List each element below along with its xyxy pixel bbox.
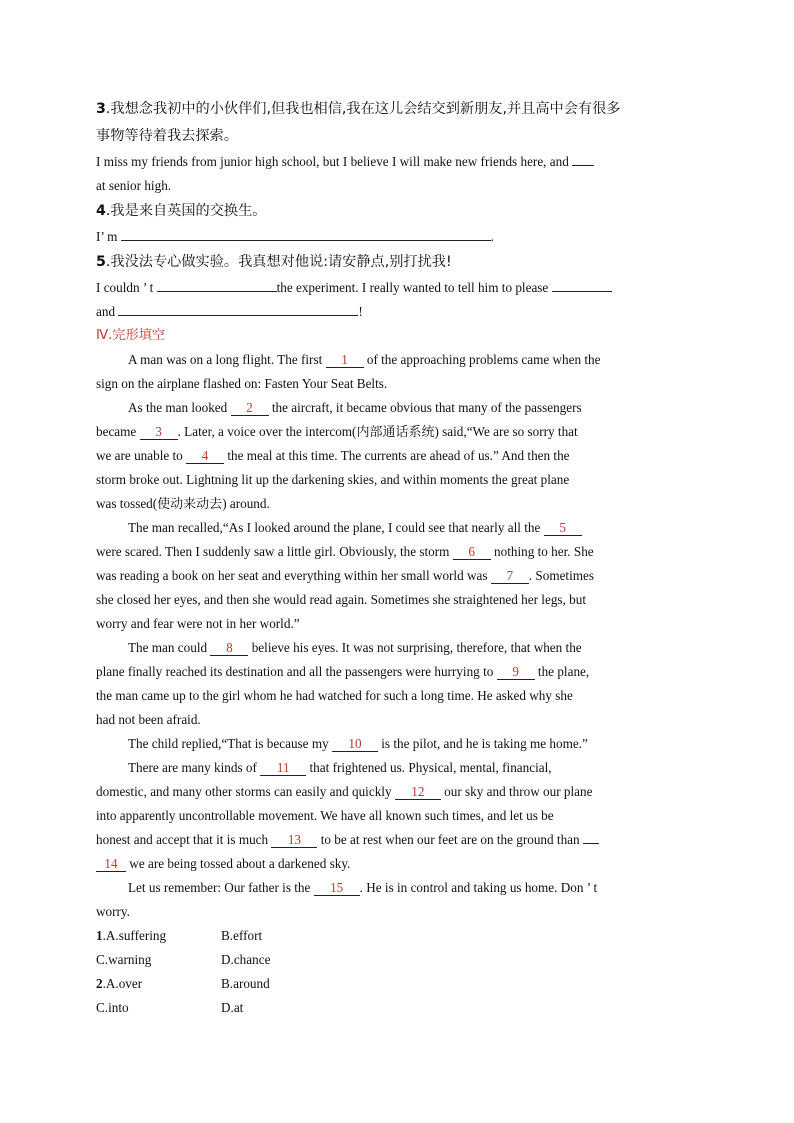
passage-line: There are many kinds of 11 that frightened us. Physical, mental, financial,: [128, 760, 552, 775]
passage-line: The man could 8 believe his eyes. It was not surprising, therefore, that when the: [128, 640, 582, 655]
option-b[interactable]: B.around: [221, 976, 270, 991]
blank-number: 10: [332, 736, 378, 752]
blank-number: 5: [544, 520, 582, 536]
q5-english-line1: I couldn ’ t the experiment. I really wanted to tell him to please: [96, 276, 698, 300]
answer-blank[interactable]: [572, 150, 594, 166]
q3-chinese-line2: 事物等待着我去探索。: [96, 128, 238, 144]
option-row: [96, 996, 698, 1020]
document-page: [96, 96, 698, 1020]
blank-number: 11: [260, 760, 306, 776]
passage-line: worry.: [96, 904, 130, 919]
passage-line: was tossed(使动来动去) around.: [96, 496, 270, 512]
q3-chinese-line1: 3.我想念我初中的小伙伴们,但我也相信,我在这儿会结交到新朋友,并且高中会有很多: [96, 101, 621, 117]
passage-line: became 3 . Later, a voice over the intercom(内部通话系统) said,“We are so sorry that: [96, 424, 578, 440]
blank-number: 7: [491, 568, 529, 584]
answer-blank[interactable]: [157, 276, 277, 292]
passage-line: had not been afraid.: [96, 712, 201, 727]
passage-line: Let us remember: Our father is the 15 . He is in control and taking us home. Don ’ t: [128, 880, 598, 895]
q5-english-line2: and !: [96, 300, 698, 324]
passage-line: 14 we are being tossed about a darkened sky.: [96, 852, 698, 876]
passage-line: worry and fear were not in her world.”: [96, 616, 300, 631]
passage-line: were scared. Then I suddenly saw a little girl. Obviously, the storm 6 nothing to her. She: [96, 544, 594, 559]
q5-chinese: 5.我没法专心做实验。我真想对他说:请安静点,别打扰我!: [96, 254, 452, 270]
option-c[interactable]: C.into: [96, 1000, 129, 1015]
passage-line: into apparently uncontrollable movement. We have all known such times, and let us be: [96, 808, 554, 823]
passage-line: As the man looked 2 the aircraft, it became obvious that many of the passengers: [128, 400, 582, 415]
option-row: [96, 924, 698, 948]
passage-line: honest and accept that it is much 13 to be at rest when our feet are on the ground than: [96, 828, 698, 852]
passage-line: she closed her eyes, and then she would read again. Sometimes she straightened her legs, but: [96, 592, 586, 607]
passage-line: storm broke out. Lightning lit up the darkening skies, and within moments the great plane: [96, 472, 570, 487]
blank-number: 15: [314, 880, 360, 896]
option-row: [96, 972, 698, 996]
blank-number: 4: [186, 448, 224, 464]
section-title-cloze: Ⅳ.完形填空: [96, 328, 166, 343]
blank-number: 13: [271, 832, 317, 848]
option-b[interactable]: B.effort: [221, 928, 263, 943]
passage-line: The man recalled,“As I looked around the plane, I could see that nearly all the 5: [96, 516, 698, 540]
option-d[interactable]: D.chance: [221, 952, 271, 967]
option-a[interactable]: 1.A.suffering: [96, 928, 167, 943]
q4-chinese: 4.我是来自英国的交换生。: [96, 203, 267, 219]
passage-line: sign on the airplane flashed on: Fasten Your Seat Belts.: [96, 376, 388, 391]
passage-line: domestic, and many other storms can easily and quickly 12 our sky and throw our plane: [96, 784, 593, 799]
option-row: [96, 948, 698, 972]
passage-line: The child replied,“That is because my 10 is the pilot, and he is taking me home.”: [128, 736, 588, 751]
passage-line: plane finally reached its destination and all the passengers were hurrying to 9 the plane,: [96, 664, 590, 679]
q3-english-line1: I miss my friends from junior high school, but I believe I will make new friends here, and: [96, 150, 698, 174]
answer-blank[interactable]: [552, 276, 612, 292]
answer-blank[interactable]: [118, 300, 358, 316]
blank-number: 12: [395, 784, 441, 800]
q4-english: I’ m .: [96, 225, 698, 249]
blank-underline: [583, 828, 599, 844]
passage-line: was reading a book on her seat and everything within her small world was 7 . Sometimes: [96, 568, 595, 583]
option-a[interactable]: 2.A.over: [96, 976, 143, 991]
blank-number: 1: [326, 352, 364, 368]
answer-blank[interactable]: [121, 225, 491, 241]
blank-number: 14: [96, 856, 126, 872]
blank-number: 2: [231, 400, 269, 416]
blank-number: 6: [453, 544, 491, 560]
blank-number: 3: [140, 424, 178, 440]
passage-line: we are unable to 4 the meal at this time. The currents are ahead of us.” And then the: [96, 448, 570, 463]
blank-number: 8: [210, 640, 248, 656]
q3-english-line2: at senior high.: [96, 178, 172, 193]
blank-number: 9: [497, 664, 535, 680]
passage-line: the man came up to the girl whom he had watched for such a long time. He asked why she: [96, 688, 573, 703]
passage-line: A man was on a long flight. The first 1 of the approaching problems came when the: [128, 352, 601, 367]
option-d[interactable]: D.at: [221, 1000, 244, 1015]
option-c[interactable]: C.warning: [96, 952, 152, 967]
